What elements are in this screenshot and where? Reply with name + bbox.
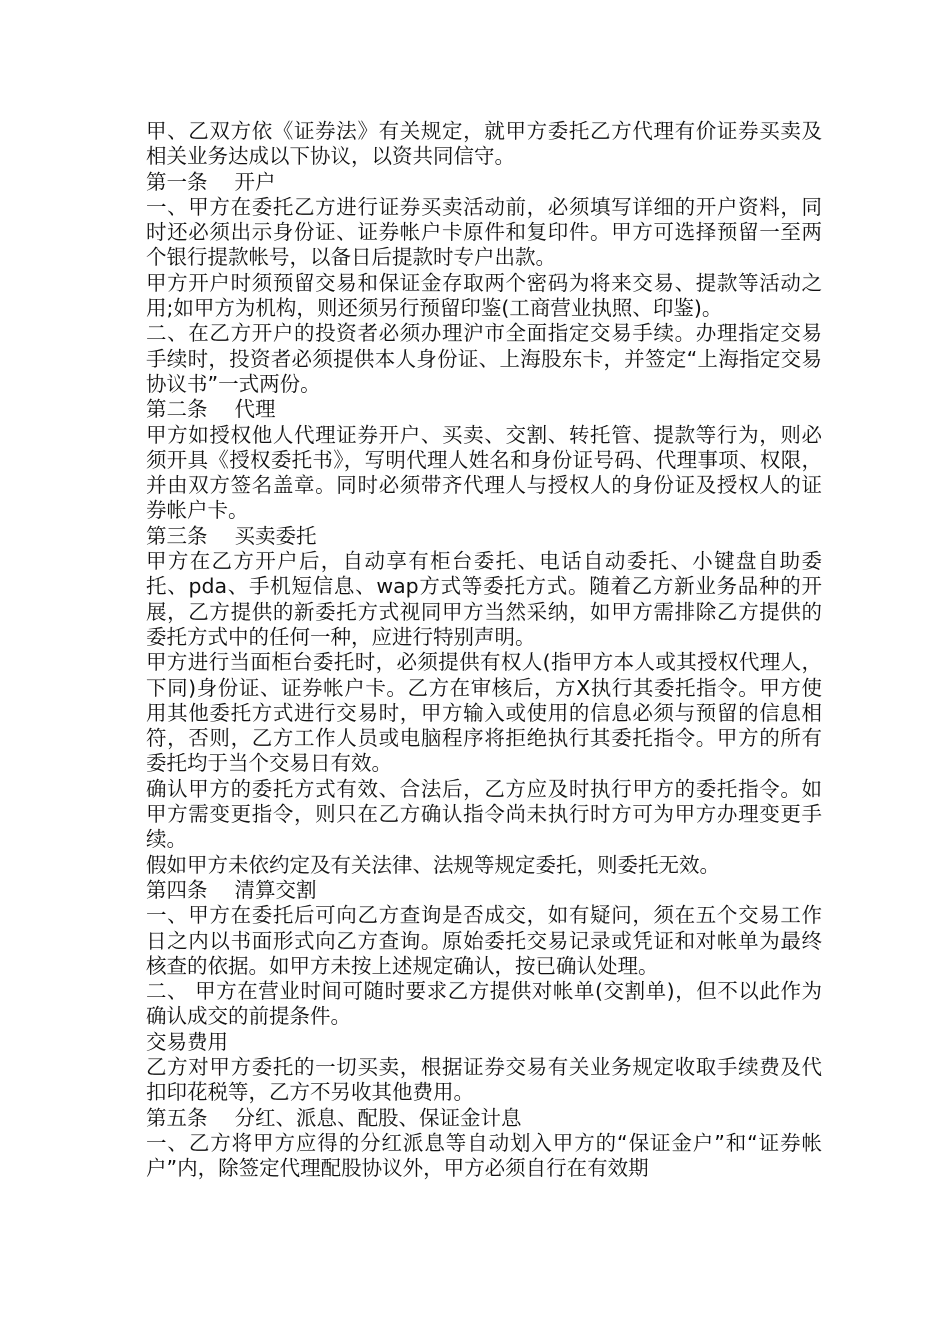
paragraph: 二、 甲方在营业时间可随时要求乙方提供对帐单(交割单)，但不以此作为确认成交的前提条件。 xyxy=(146,979,822,1029)
document-page xyxy=(146,119,822,1181)
paragraph: 乙方对甲方委托的一切买卖，根据证券交易有关业务规定收取手续费及代扣印花税等，乙方不另收其他费用。 xyxy=(146,1054,822,1105)
paragraph: 甲方如授权他人代理证券开户、买卖、交割、转托管、提款等行为，则必须开具《授权委托书》，写明代理人姓名和身份证号码、代理事项、权限，并由双方签名盖章。同时必须带齐代理人与授权人的身份证及授权人的证券帐户卡。 xyxy=(146,422,822,523)
paragraph: 甲方在乙方开户后，自动享有柜台委托、电话自动委托、小键盘自助委托、pda、手机短信息、wap方式等委托方式。随着乙方新业务品种的开展，乙方提供的新委托方式视同甲方当然采纳，如甲方需排除乙方提供的委托方式中的任何一种，应进行特别声明。 xyxy=(146,549,822,649)
paragraph: 一、甲方在委托后可向乙方查询是否成交，如有疑问，须在五个交易工作日之内以书面形式向乙方查询。原始委托交易记录或凭证和对帐单为最终核查的依据。如甲方未按上述规定确认，按已确认处理。 xyxy=(146,903,822,978)
fees-heading: 交易费用 xyxy=(146,1029,228,1054)
paragraph-intro: 甲、乙双方依《证券法》有关规定，就甲方委托乙方代理有价证券买卖及相关业务达成以下协议，以资共同信守。 xyxy=(146,119,822,169)
paragraph: 确认甲方的委托方式有效、合法后，乙方应及时执行甲方的委托指令。如甲方需变更指令，则只在乙方确认指令尚未执行时方可为甲方办理变更手续。 xyxy=(146,776,822,852)
article-2-heading: 第二条 代理 xyxy=(146,397,276,422)
paragraph: 一、乙方将甲方应得的分红派息等自动划入甲方的“保证金户”和“证券帐户”内，除签定代理配股协议外，甲方必须自行在有效期 xyxy=(146,1130,822,1181)
paragraph: 假如甲方未依约定及有关法律、法规等规定委托，则委托无效。 xyxy=(146,852,720,877)
paragraph: 甲方开户时须预留交易和保证金存取两个密码为将来交易、提款等活动之用;如甲方为机构，则还须另行预留印鉴(工商营业执照、印鉴)。 xyxy=(146,270,822,321)
paragraph: 一、甲方在委托乙方进行证券买卖活动前，必须填写详细的开户资料，同时还必须出示身份证、证券帐户卡原件和复印件。甲方可选择预留一至两个银行提款帐号，以备日后提款时专户出款。 xyxy=(146,194,822,270)
article-1-heading: 第一条 开户 xyxy=(146,169,276,194)
paragraph: 甲方进行当面柜台委托时，必须提供有权人(指甲方本人或其授权代理人，下同)身份证、证券帐户卡。乙方在审核后，方X执行其委托指令。甲方使用其他委托方式进行交易时，甲方输入或使用的信息必须与预留的信息相符，否则，乙方工作人员或电脑程序将拒绝执行其委托指令。甲方的所有委托均于当个交易日有效。 xyxy=(146,650,822,776)
article-4-heading: 第四条 清算交割 xyxy=(146,877,317,902)
article-5-heading: 第五条 分红、派息、配股、保证金计息 xyxy=(146,1105,522,1130)
article-3-heading: 第三条 买卖委托 xyxy=(146,523,317,548)
paragraph: 二、在乙方开户的投资者必须办理沪市全面指定交易手续。办理指定交易手续时，投资者必须提供本人身份证、上海股东卡，并签定“上海指定交易协议书”一式两份。 xyxy=(146,321,822,396)
